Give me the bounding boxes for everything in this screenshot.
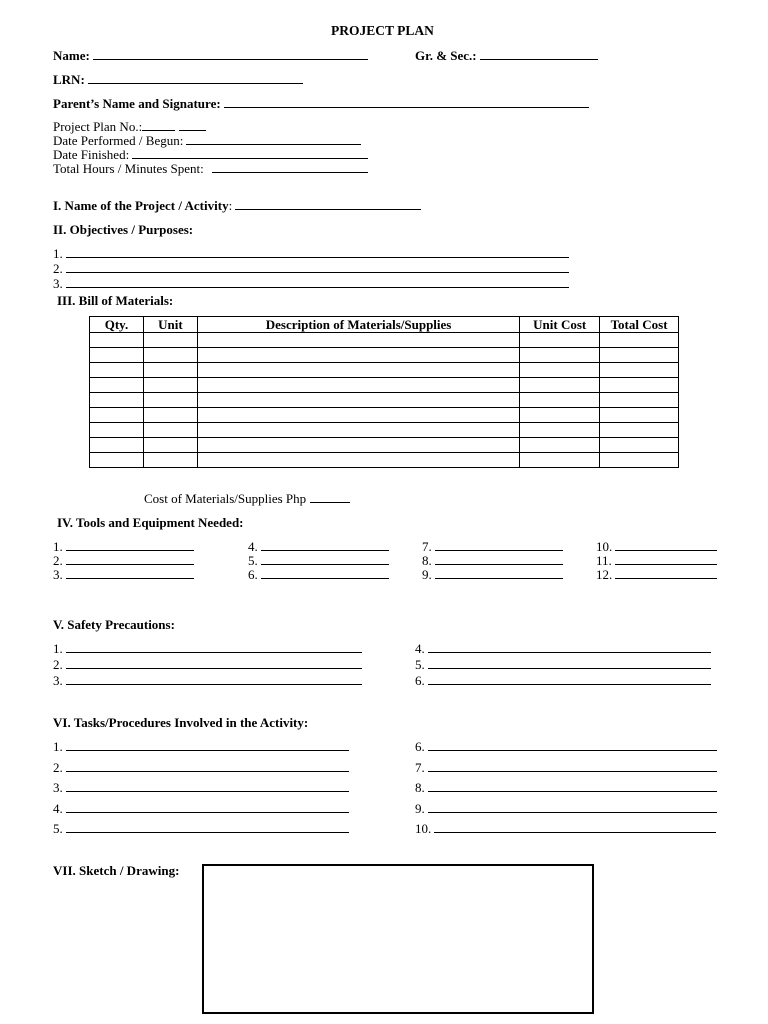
objective-field[interactable] [66,246,569,258]
tasks-col-1 [53,739,349,842]
name-field[interactable] [93,48,368,60]
tool-number: 5. [248,553,258,568]
task-number: 5. [53,821,63,836]
section-2-label: II. Objectives / Purposes: [53,222,194,237]
tool-field[interactable] [435,539,563,551]
table-cell[interactable] [143,453,197,468]
cost-label: Cost of Materials/Supplies Php [144,491,307,506]
section-1-label: I. Name of the Project / Activity [53,198,229,213]
table-cell[interactable] [520,453,600,468]
table-cell[interactable] [520,333,600,348]
table-cell[interactable] [600,363,679,378]
safety-number: 1. [53,641,63,656]
tool-number: 8. [422,553,432,568]
table-cell[interactable] [143,438,197,453]
tool-field[interactable] [66,567,194,579]
table-cell[interactable] [90,408,144,423]
tool-field[interactable] [615,567,717,579]
table-cell[interactable] [143,333,197,348]
section-5-label: V. Safety Precautions: [53,617,175,632]
table-cell[interactable] [197,438,519,453]
table-cell[interactable] [600,378,679,393]
bill-of-materials-table [89,316,679,468]
tools-col-4 [596,539,717,581]
plan-no-field-a[interactable] [142,119,175,131]
task-number: 2. [53,759,63,775]
task-number: 4. [53,800,63,816]
col-unit: Unit [143,317,197,333]
table-cell[interactable] [197,378,519,393]
table-cell[interactable] [520,348,600,363]
grsec-row [415,48,598,64]
safety-number: 2. [53,657,63,672]
parent-field[interactable] [224,96,589,108]
table-cell[interactable] [197,348,519,363]
table-cell[interactable] [143,363,197,378]
task-field[interactable] [66,760,349,772]
table-cell[interactable] [600,438,679,453]
table-cell[interactable] [600,408,679,423]
table-cell[interactable] [90,438,144,453]
tool-number: 3. [53,567,63,582]
table-cell[interactable] [600,423,679,438]
tool-number: 7. [422,539,432,554]
table-cell[interactable] [90,378,144,393]
table-cell[interactable] [520,363,600,378]
safety-number: 6. [415,673,425,688]
lrn-field[interactable] [88,72,303,84]
table-row [90,378,679,393]
task-field[interactable] [66,739,349,751]
table-cell[interactable] [520,408,600,423]
tools-col-1 [53,539,194,581]
objective-field[interactable] [66,276,569,288]
plan-no-field-b[interactable] [179,119,206,131]
date-finished-field[interactable] [132,147,368,159]
tool-number: 12. [596,567,613,582]
table-cell[interactable] [90,393,144,408]
task-field[interactable] [66,780,349,792]
page-title: PROJECT PLAN [331,23,434,38]
table-header-row [90,317,679,333]
section-7-label: VII. Sketch / Drawing: [53,863,180,878]
objective-field[interactable] [66,261,569,273]
lrn-row [53,72,303,88]
tool-field[interactable] [66,539,194,551]
col-qty: Qty. [90,317,144,333]
task-number: 7. [415,759,425,775]
sketch-box[interactable] [202,864,594,1014]
table-cell[interactable] [197,408,519,423]
table-cell[interactable] [197,423,519,438]
table-cell[interactable] [600,453,679,468]
section-4-label: IV. Tools and Equipment Needed: [57,515,244,530]
table-row [90,453,679,468]
tasks-col-2 [415,739,717,842]
grsec-label: Gr. & Sec.: [415,48,477,63]
lrn-label: LRN: [53,72,85,87]
task-number: 10. [415,821,432,836]
task-number: 9. [415,800,425,816]
section-1-colon: : [228,198,233,213]
table-row [90,363,679,378]
parent-label: Parent’s Name and Signature: [53,96,221,111]
tool-field[interactable] [615,539,717,551]
table-cell[interactable] [600,348,679,363]
tool-field[interactable] [66,553,194,565]
col-total-cost: Total Cost [600,317,679,333]
table-cell[interactable] [600,393,679,408]
safety-number: 3. [53,673,63,688]
tools-col-2 [248,539,389,581]
tool-field[interactable] [261,539,389,551]
table-cell[interactable] [143,378,197,393]
table-cell[interactable] [90,453,144,468]
tool-number: 4. [248,539,258,554]
table-cell[interactable] [520,378,600,393]
table-cell[interactable] [90,348,144,363]
total-hours-label: Total Hours / Minutes Spent: [53,161,204,176]
table-cell[interactable] [197,453,519,468]
safety-field[interactable] [66,673,362,685]
date-finished-label: Date Finished: [53,147,130,162]
plan-no-label: Project Plan No.: [53,119,143,134]
section-6-label: VI. Tasks/Procedures Involved in the Activity: [53,715,309,730]
objective-number: 2. [53,261,63,276]
tool-field[interactable] [435,567,563,579]
tools-col-3 [422,539,563,581]
date-begun-field[interactable] [186,133,361,145]
task-field[interactable] [434,821,716,833]
safety-field[interactable] [66,641,362,653]
objectives-list [53,246,569,291]
cost-field[interactable] [310,491,350,503]
tool-number: 6. [248,567,258,582]
table-cell[interactable] [90,333,144,348]
table-row [90,423,679,438]
task-field[interactable] [66,821,349,833]
plan-info [53,119,368,175]
task-number: 6. [415,739,425,754]
cost-row [144,491,350,507]
table-row [90,333,679,348]
tool-number: 1. [53,539,63,554]
safety-field[interactable] [66,657,362,669]
task-field[interactable] [428,760,717,772]
table-cell[interactable] [143,393,197,408]
tool-number: 9. [422,567,432,582]
safety-field[interactable] [428,657,711,669]
safety-number: 5. [415,657,425,672]
tool-number: 11. [596,553,612,568]
table-cell[interactable] [197,363,519,378]
name-label: Name: [53,48,90,63]
table-cell[interactable] [197,393,519,408]
safety-col-1 [53,641,362,689]
table-cell[interactable] [143,423,197,438]
table-cell[interactable] [197,333,519,348]
task-field[interactable] [428,780,717,792]
table-cell[interactable] [90,363,144,378]
project-name-field[interactable] [235,198,421,210]
table-cell[interactable] [600,333,679,348]
objective-number: 1. [53,246,63,261]
col-description: Description of Materials/Supplies [197,317,519,333]
table-row [90,408,679,423]
tool-number: 2. [53,553,63,568]
safety-col-2 [415,641,711,689]
tool-field[interactable] [261,553,389,565]
name-row [53,48,368,64]
table-row [90,438,679,453]
objective-number: 3. [53,276,63,291]
safety-field[interactable] [428,641,711,653]
task-number: 1. [53,739,63,754]
tool-field[interactable] [435,553,563,565]
col-unit-cost: Unit Cost [520,317,600,333]
table-cell[interactable] [90,423,144,438]
task-field[interactable] [428,801,717,813]
parent-row [53,96,589,112]
table-cell[interactable] [143,348,197,363]
table-cell[interactable] [520,423,600,438]
tool-field[interactable] [261,567,389,579]
task-field[interactable] [428,739,717,751]
tool-number: 10. [596,539,613,554]
table-row [90,348,679,363]
grsec-field[interactable] [480,48,598,60]
safety-number: 4. [415,641,425,656]
section-3-label: III. Bill of Materials: [57,293,174,308]
task-field[interactable] [66,801,349,813]
task-number: 8. [415,780,425,795]
tool-field[interactable] [615,553,717,565]
table-cell[interactable] [520,438,600,453]
date-begun-label: Date Performed / Begun: [53,133,184,148]
table-cell[interactable] [143,408,197,423]
table-cell[interactable] [520,393,600,408]
total-hours-field[interactable] [212,161,368,173]
task-number: 3. [53,780,63,795]
table-row [90,393,679,408]
section-1 [53,198,421,214]
safety-field[interactable] [428,673,711,685]
